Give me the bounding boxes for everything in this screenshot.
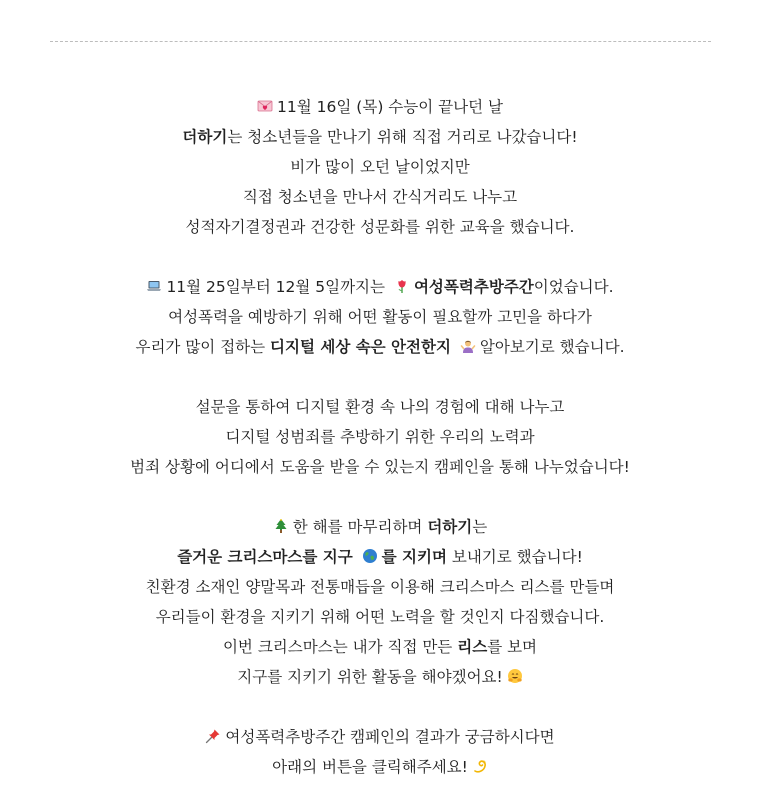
paragraph-line: [0, 722, 760, 752]
person-shrugging-icon: [460, 338, 476, 354]
text: 비가 많이 오던 날이었지만: [290, 158, 470, 176]
text: 알아보기로 했습니다.: [479, 338, 625, 356]
text: 지구를 지키기 위한 활동을 해야겠어요!: [237, 668, 503, 686]
paragraph-line: [0, 632, 760, 662]
spacer: [0, 692, 760, 722]
paragraph-line: [0, 92, 760, 122]
love-letter-icon: [257, 98, 273, 114]
bold-text: 더하기: [182, 128, 228, 146]
pushpin-icon: [205, 728, 221, 744]
text: 여성폭력을 예방하기 위해 어떤 활동이 필요할까 고민을 하다가: [168, 308, 592, 326]
paragraph-line: [0, 152, 760, 182]
paragraph-line: [0, 452, 760, 482]
text: 11월 16일 (목) 수능이 끝나던 날: [277, 98, 503, 116]
bold-text: 더하기: [427, 518, 473, 536]
paragraph-line: [0, 212, 760, 242]
text: 아래의 버튼을 클릭해주세요!: [272, 758, 468, 776]
bold-text: 여성폭력추방주간: [413, 278, 534, 296]
text: 를 보며: [487, 638, 538, 656]
paragraph-line: [0, 332, 760, 362]
text: 디지털 성범죄를 추방하기 위한 우리의 노력과: [225, 428, 535, 446]
text: 보내기로 했습니다!: [451, 548, 583, 566]
paragraph-line: [0, 512, 760, 542]
bold-text: 디지털 세상 속은 안전한지: [270, 338, 451, 356]
text: 는: [472, 518, 488, 536]
bold-text: 리스: [457, 638, 488, 656]
spacer: [0, 362, 760, 392]
paragraph-line: [0, 752, 760, 782]
text: 우리들이 환경을 지키기 위해 어떤 노력을 할 것인지 다짐했습니다.: [155, 608, 605, 626]
paragraph-line: [0, 572, 760, 602]
dizzy-icon: [472, 758, 488, 774]
text: 친환경 소재인 양말목과 전통매듭을 이용해 크리스마스 리스를 만들며: [145, 578, 615, 596]
text: 성적자기결정권과 건강한 성문화를 위한 교육을 했습니다.: [185, 218, 575, 236]
bold-text: 즐거운 크리스마스를 지구: [177, 548, 353, 566]
dashed-divider: [50, 41, 711, 42]
paragraph-line: [0, 302, 760, 332]
christmas-tree-icon: [273, 518, 289, 534]
paragraph-line: [0, 602, 760, 632]
text: 우리가 많이 접하는: [135, 338, 266, 356]
tulip-icon: [394, 278, 410, 294]
spacer: [0, 482, 760, 512]
bold-text: 를 지키며: [381, 548, 447, 566]
text: 범죄 상황에 어디에서 도움을 받을 수 있는지 캠페인을 통해 나누었습니다!: [130, 458, 630, 476]
paragraph-line: [0, 542, 760, 572]
text: 설문을 통하여 디지털 환경 속 나의 경험에 대해 나누고: [195, 398, 565, 416]
text: 11월 25일부터 12월 5일까지는: [166, 278, 386, 296]
paragraph-line: [0, 392, 760, 422]
earth-globe-icon: [362, 548, 378, 564]
text: 직접 청소년을 만나서 간식거리도 나누고: [242, 188, 518, 206]
paragraph-line: [0, 422, 760, 452]
text: 한 해를 마무리하며: [292, 518, 423, 536]
text: 이었습니다.: [533, 278, 614, 296]
text: 는 청소년들을 만나기 위해 직접 거리로 나갔습니다!: [227, 128, 578, 146]
laptop-icon: [146, 278, 162, 294]
text: 이번 크리스마스는 내가 직접 만든: [222, 638, 453, 656]
hugging-face-icon: [507, 668, 523, 684]
paragraph-line: [0, 272, 760, 302]
text: 여성폭력추방주간 캠페인의 결과가 궁금하시다면: [225, 728, 555, 746]
spacer: [0, 242, 760, 272]
post-content: [0, 92, 760, 782]
paragraph-line: [0, 662, 760, 692]
paragraph-line: [0, 122, 760, 152]
paragraph-line: [0, 182, 760, 212]
